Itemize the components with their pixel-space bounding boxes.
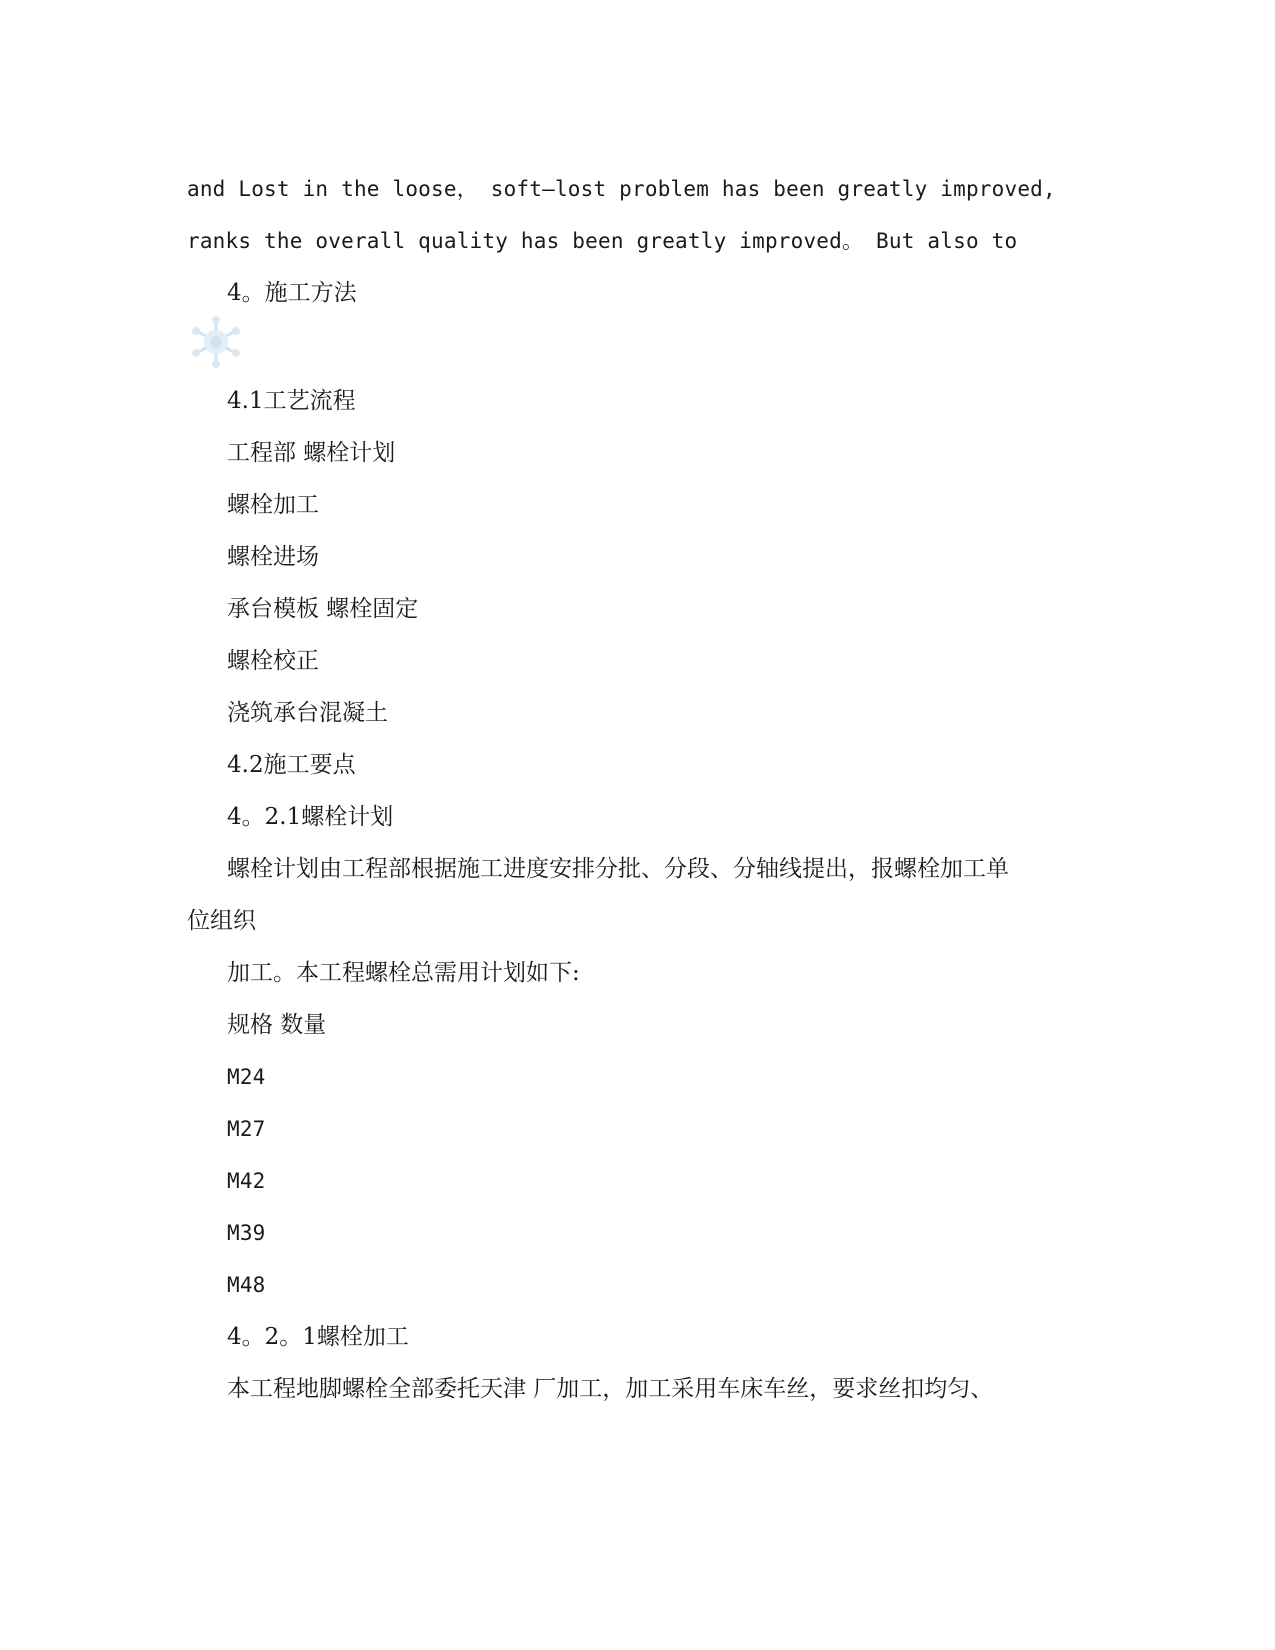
spec-table-header: 规格 数量 — [227, 1012, 327, 1038]
body-text-line: 加工。本工程螺栓总需用计划如下: — [227, 960, 580, 986]
subsection-heading: 4。2.1螺栓计划 — [227, 804, 394, 830]
spec-row: M24 — [227, 1065, 266, 1089]
body-text-line: and Lost in the loose， soft—lost problem has been greatly improved, — [187, 177, 1056, 201]
subsection-heading: 4.1工艺流程 — [227, 388, 356, 414]
spec-row: M48 — [227, 1273, 266, 1297]
spec-row: M27 — [227, 1117, 266, 1141]
section-heading: 4。施工方法 — [227, 280, 357, 306]
body-text-line: ranks the overall quality has been greatly improved。 But also to — [187, 229, 1018, 253]
flow-step: 螺栓加工 — [227, 492, 319, 518]
snowflake-logo-icon — [186, 314, 246, 370]
body-text-line: 位组织 — [187, 908, 256, 934]
flow-step: 工程部 螺栓计划 — [227, 440, 396, 466]
flow-step: 螺栓校正 — [227, 648, 319, 674]
body-text-line: 本工程地脚螺栓全部委托天津 厂加工，加工采用车床车丝，要求丝扣均匀、 — [227, 1376, 994, 1402]
flow-step: 浇筑承台混凝土 — [227, 700, 388, 726]
spec-row: M42 — [227, 1169, 266, 1193]
subsection-heading: 4.2施工要点 — [227, 752, 356, 778]
flow-step: 承台模板 螺栓固定 — [227, 596, 419, 622]
subsection-heading: 4。2。1螺栓加工 — [227, 1324, 409, 1350]
flow-step: 螺栓进场 — [227, 544, 319, 570]
body-text-line: 螺栓计划由工程部根据施工进度安排分批、分段、分轴线提出，报螺栓加工单 — [227, 856, 1009, 882]
spec-row: M39 — [227, 1221, 266, 1245]
